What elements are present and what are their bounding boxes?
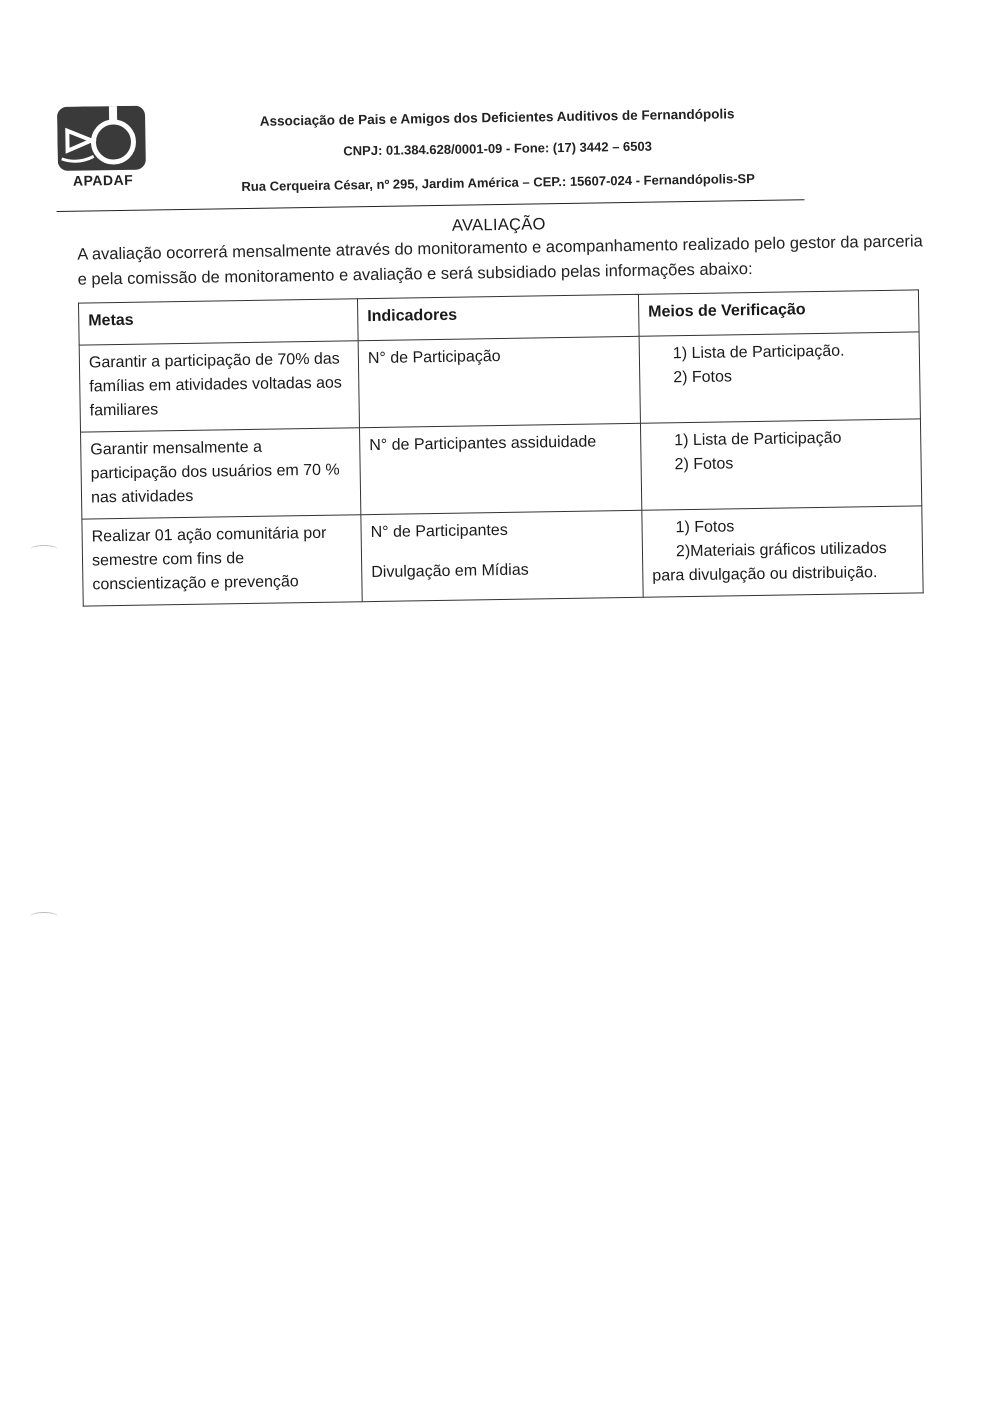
logo-text: APADAF — [72, 171, 134, 189]
verification-item: 2) Fotos — [673, 368, 733, 387]
verification-item: 1) Lista de Participação — [674, 429, 842, 450]
evaluation-table — [78, 289, 924, 606]
table-row — [81, 419, 922, 519]
section-title: AVALIAÇÃO — [451, 215, 546, 235]
table-row — [79, 332, 920, 432]
org-address: Rua Cerqueira César, nº 295, Jardim América – CEP.: 15607-024 - Fernandópolis-SP — [241, 170, 755, 195]
header-verificacao: Meios de Verificação — [638, 290, 919, 336]
header-metas: Metas — [78, 299, 358, 345]
org-name: Associação de Pais e Amigos dos Deficientes Auditivos de Fernandópolis — [259, 106, 735, 129]
apadaf-ear-logo-icon — [57, 106, 148, 173]
meta-cell: Garantir a participação de 70% das famílias em atividades voltadas aos familiares — [79, 341, 359, 432]
verification-cell — [640, 419, 921, 510]
scan-punch-mark — [30, 545, 58, 554]
intro-paragraph: A avaliação ocorrerá mensalmente através do monitoramento e acompanhamento realizado pelo gestor da parceria e pela comissão de monitoramento e avaliação e será subsidiado pelas informações abaixo: — [77, 232, 923, 289]
indicator-cell — [361, 510, 643, 601]
table-row — [82, 506, 923, 606]
verification-item: 1) Lista de Participação. — [672, 342, 845, 363]
indicator-text: Divulgação em Mídias — [371, 561, 529, 582]
indicator-cell — [359, 423, 641, 514]
verification-cell — [642, 506, 923, 597]
verification-item: para divulgação ou distribuição. — [652, 564, 878, 585]
meta-cell: Garantir mensalmente a participação dos usuários em 70 % nas atividades — [81, 428, 361, 519]
header-indicadores: Indicadores — [357, 294, 639, 340]
cnpj-phone: CNPJ: 01.384.628/0001-09 - Fone: (17) 3442 – 6503 — [343, 138, 653, 159]
verification-item: 2) Fotos — [674, 455, 734, 474]
meta-cell: Realizar 01 ação comunitária por semestre com fins de conscientização e prevenção — [82, 515, 362, 606]
apadaf-logo — [57, 106, 148, 193]
scan-punch-mark — [30, 912, 58, 921]
header-divider — [57, 199, 805, 212]
indicator-text: N° de Participantes — [370, 521, 508, 542]
verification-cell — [639, 332, 920, 423]
indicator-text: N° de Participação — [367, 347, 501, 368]
verification-item: 2)Materiais gráficos utilizados — [675, 539, 887, 561]
verification-item: 1) Fotos — [675, 518, 735, 537]
indicator-text: N° de Participantes assiduidade — [369, 433, 597, 455]
indicator-cell — [358, 336, 640, 427]
